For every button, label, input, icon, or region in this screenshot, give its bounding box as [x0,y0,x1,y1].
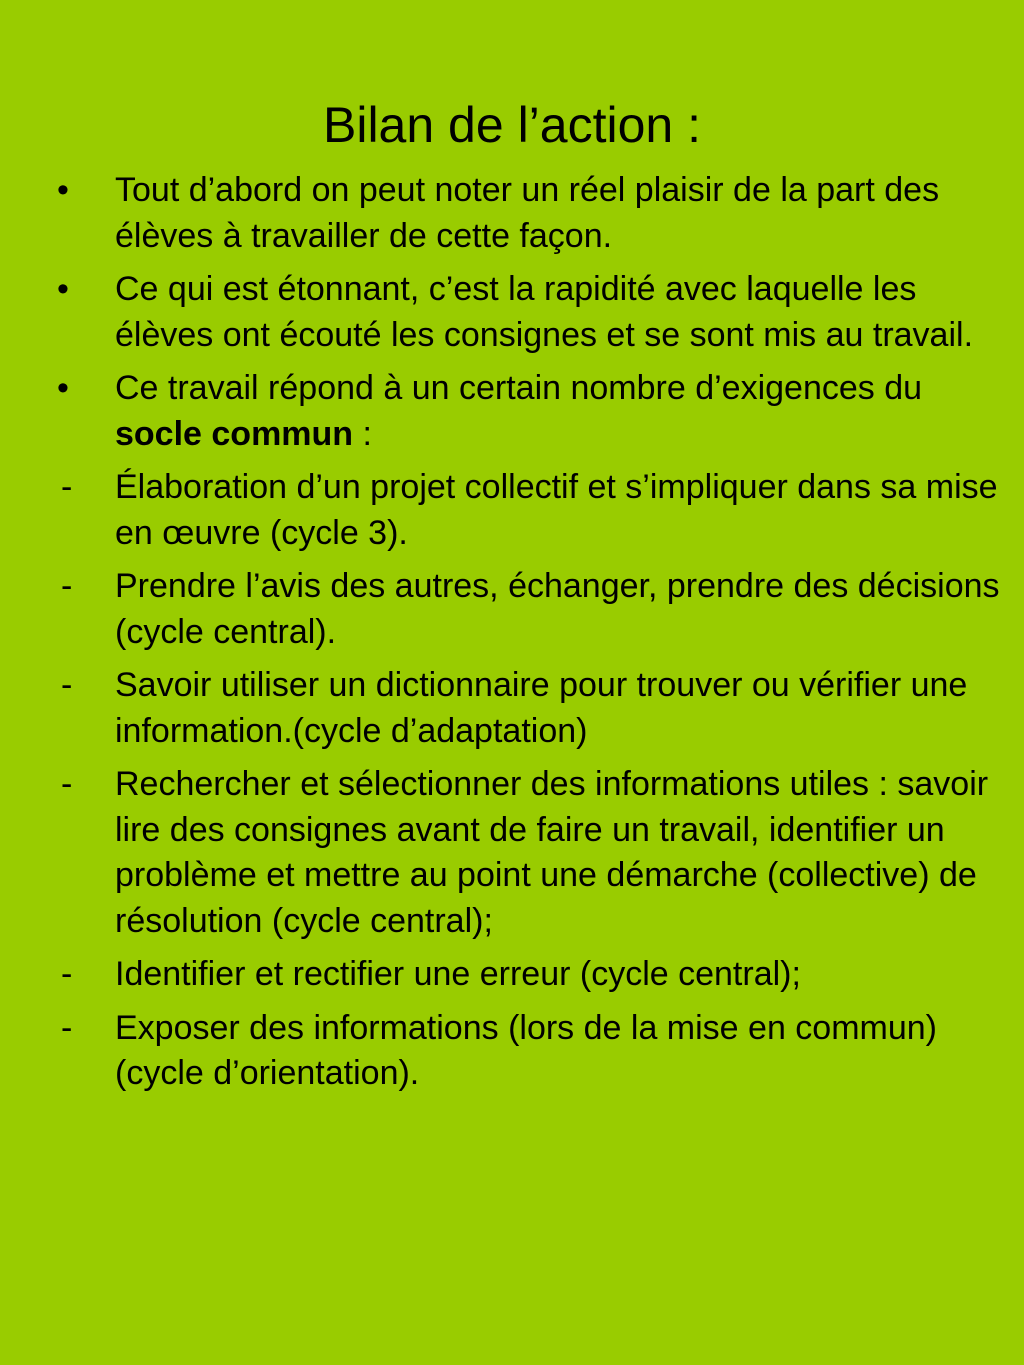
bullet-text: Tout d’abord on peut noter un réel plaisir de la part des élèves à travailler de cette façon. [115,171,940,255]
dash-item-dictionnaire [0,663,1024,754]
bullet-text-after: : [353,414,372,453]
dash-item-projet-collectif [0,465,1024,556]
dash-item-informations-utiles [0,762,1024,944]
bullet-item-socle-commun [0,366,1024,457]
bullet-text-before: Ce travail répond à un certain nombre d’exigences du [115,369,923,407]
dash-marker: - [61,666,73,704]
bullet-text-bold: socle commun [115,414,354,453]
dash-marker: - [61,1008,73,1047]
bullet-text: Ce qui est étonnant, c’est la rapidité avec laquelle les élèves ont écouté les consignes et se sont mis au travail. [115,270,974,354]
dash-text: Rechercher et sélectionner des informations utiles : savoir lire des consignes avant de faire un travail, identifier un problème et mettre au point une démarche (collective) de résolution (cycle central); [115,765,989,940]
bullet-item-rapidite [0,267,1024,358]
bullet-marker: • [57,171,69,209]
dash-text: Savoir utiliser un dictionnaire pour trouver ou vérifier une information.(cycle d’adaptation) [115,666,968,750]
dash-marker: - [61,955,73,993]
dash-text: Prendre l’avis des autres, échanger, prendre des décisions (cycle central). [115,567,1000,651]
bullet-marker: • [57,369,69,407]
bullet-marker: • [57,270,69,308]
dash-text: Élaboration d’un projet collectif et s’impliquer dans sa mise en œuvre (cycle 3). [115,468,998,552]
dash-item-erreur [0,952,1024,998]
slide-title [0,92,1024,158]
bullet-item-plaisir [0,168,1024,259]
dash-marker: - [61,567,73,605]
dash-text: Identifier et rectifier une erreur (cycle central); [115,955,801,993]
dash-item-avis-des-autres [0,564,1024,655]
dash-marker: - [61,468,73,506]
bullet-list [0,168,1024,1105]
dash-marker: - [61,765,73,803]
dash-item-exposer [0,1006,1024,1097]
slide-title-text: Bilan de l’action : [322,97,701,153]
dash-text: Exposer des informations (lors de la mise en commun) (cycle d’orientation). [115,1008,937,1092]
